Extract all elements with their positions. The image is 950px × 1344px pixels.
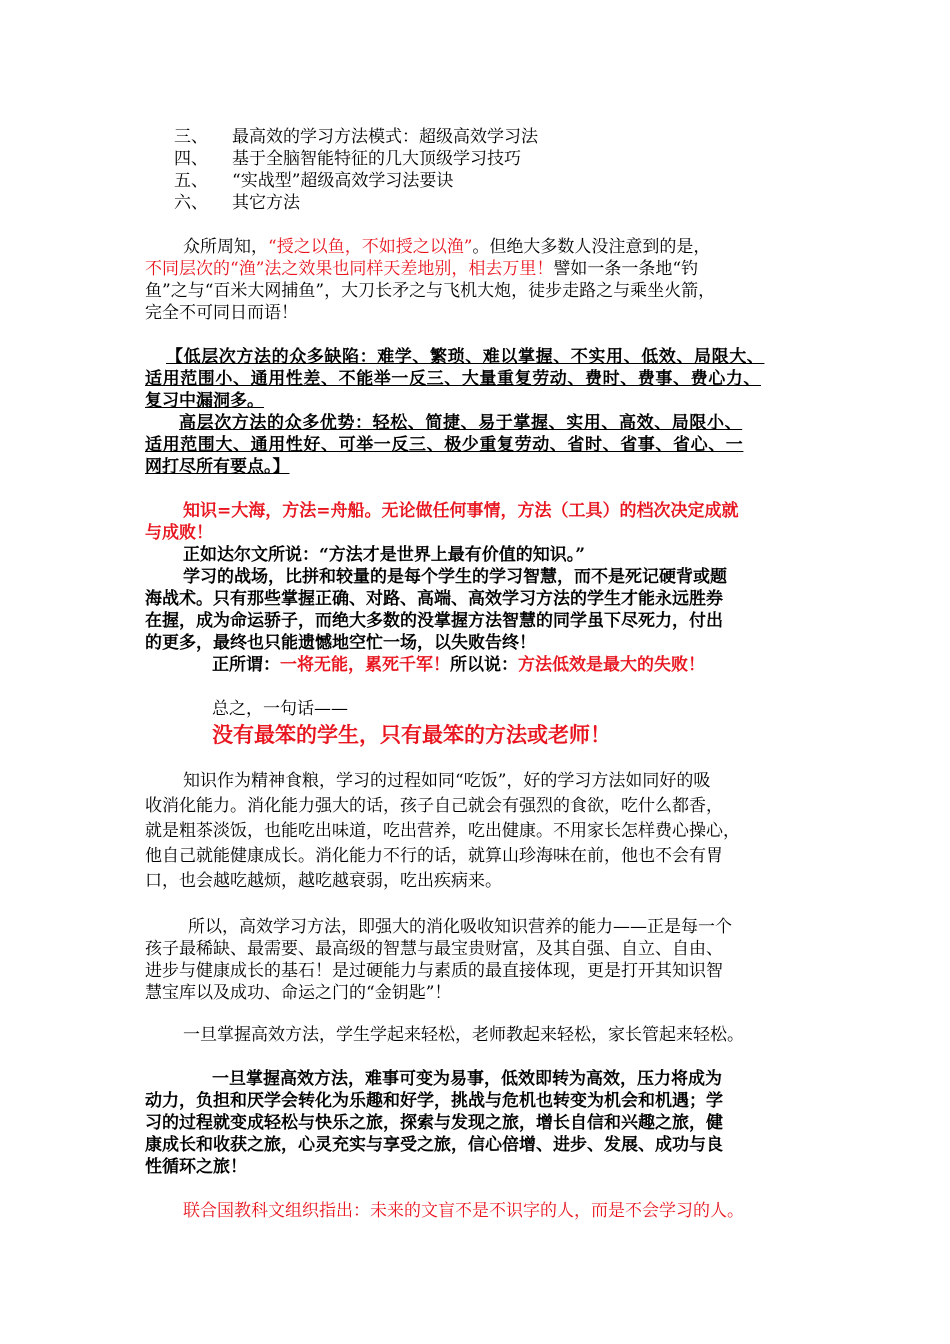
list-text: 最高效的学习方法模式：超级高效学习法: [232, 127, 538, 147]
text-span: 。但绝大多数人没注意到的是，: [472, 237, 711, 257]
highlight-text: 一将无能，累死千军！: [280, 655, 450, 675]
list-text: 其它方法: [232, 193, 300, 213]
text-span: 众所周知，: [183, 237, 268, 257]
highlight-text: 不同层次的“渔”法之效果也同样天差地别，相去万里！: [145, 259, 554, 279]
food-line: 收消化能力。消化能力强大的话，孩子自己就会有强烈的食欲，吃什么都香，: [145, 796, 723, 816]
key-line: 进步与健康成长的基石！是过硬能力与素质的最直接体现，更是打开其知识智: [145, 961, 723, 981]
battle-line: 海战术。只有那些掌握正确、对路、高端、高效学习方法的学生才能永远胜券: [145, 589, 723, 609]
list-number: 三、: [174, 127, 208, 147]
list-item: [174, 170, 453, 192]
easy-line: 一旦掌握高效方法，学生学起来轻松，老师教起来轻松，家长管起来轻松。: [183, 1025, 744, 1045]
darwin-quote: 正如达尔文所说：“方法才是世界上最有价值的知识。”: [183, 545, 586, 565]
unesco-quote: 联合国教科文组织指出：未来的文盲不是不识字的人，而是不会学习的人。: [183, 1201, 744, 1221]
list-text: 基于全脑智能特征的几大顶级学习技巧: [232, 149, 521, 169]
slogan: 没有最笨的学生，只有最笨的方法或老师！: [212, 722, 611, 747]
text-span: 譬如一条一条地“钓: [553, 259, 699, 279]
drawback-line: 【低层次方法的众多缺陷：难学、繁琐、难以掌握、不实用、低效、局限大、: [166, 347, 765, 367]
transform-line: 习的过程就变成轻松与快乐之旅，探索与发现之旅，增长自信和兴趣之旅，健: [145, 1113, 723, 1133]
knowledge-line: 与成败！: [145, 523, 213, 543]
drawback-line: 适用范围小、通用性差、不能举一反三、大量重复劳动、费时、费事、费心力、: [145, 369, 761, 389]
food-line: 他自己就能健康成长。消化能力不行的话，就算山珍海味在前，他也不会有胃: [145, 846, 723, 866]
key-line: 孩子最稀缺、最需要、最高级的智慧与最宝贵财富，及其自强、自立、自由、: [145, 939, 723, 959]
paragraph-line: 完全不可同日而语！: [145, 303, 298, 323]
text-span: 所以说：: [450, 655, 518, 675]
knowledge-line: 知识=大海，方法=舟船。无论做任何事情，方法（工具）的档次决定成就: [183, 501, 739, 521]
text-span: 正所谓：: [212, 655, 280, 675]
highlight-text: 方法低效是最大的失败！: [518, 655, 705, 675]
key-line: 所以，高效学习方法，即强大的消化吸收知识营养的能力——正是每一个: [188, 917, 732, 937]
drawback-line: 复习中漏洞多。: [145, 391, 264, 411]
key-line: 慧宝库以及成功、命运之门的“金钥匙”！: [145, 983, 452, 1003]
food-line: 知识作为精神食粮，学习的过程如同“吃饭”，好的学习方法如同好的吸: [183, 771, 711, 791]
advantage-line: 高层次方法的众多优势：轻松、简捷、易于掌握、实用、高效、局限小、: [179, 413, 743, 433]
list-item: [174, 192, 300, 214]
list-item: [174, 148, 521, 170]
paragraph-line: 鱼”之与“百米大网捕鱼”，大刀长矛之与飞机大炮，徒步走路之与乘坐火箭，: [145, 281, 716, 301]
paragraph-line: [183, 236, 710, 258]
highlight-text: “授之以鱼，不如授之以渔”: [268, 237, 473, 257]
battle-line: 学习的战场，比拼和较量的是每个学生的学习智慧，而不是死记硬背或题: [183, 567, 727, 587]
list-number: 四、: [174, 149, 208, 169]
transform-line: 动力，负担和厌学会转化为乐趣和好学，挑战与危机也转变为机会和机遇；学: [145, 1091, 723, 1111]
advantage-line: 适用范围大、通用性好、可举一反三、极少重复劳动、省时、省事、省心、一: [145, 435, 744, 455]
saying-line: [212, 654, 705, 676]
transform-line: 一旦掌握高效方法，难事可变为易事，低效即转为高效，压力将成为: [212, 1069, 722, 1089]
transform-line: 性循环之旅！: [145, 1157, 247, 1177]
advantage-line: 网打尽所有要点。】: [145, 457, 290, 477]
food-line: 就是粗茶淡饭，也能吃出味道，吃出营养，吃出健康。不用家长怎样费心操心，: [145, 821, 740, 841]
list-text: “实战型”超级高效学习法要诀: [232, 171, 454, 191]
paragraph-line: [145, 258, 698, 280]
food-line: 口，也会越吃越烦，越吃越衰弱，吃出疾病来。: [145, 871, 502, 891]
list-item: [174, 126, 538, 148]
transform-line: 康成长和收获之旅，心灵充实与享受之旅，信心倍增、进步、发展、成功与良: [145, 1135, 723, 1155]
list-number: 五、: [174, 171, 208, 191]
summary-line: 总之，一句话——: [212, 699, 348, 719]
battle-line: 的更多，最终也只能遗憾地空忙一场，以失败告终！: [145, 633, 536, 653]
list-number: 六、: [174, 193, 208, 213]
battle-line: 在握，成为命运骄子，而绝大多数的没掌握方法智慧的同学虽下尽死力，付出: [145, 611, 723, 631]
